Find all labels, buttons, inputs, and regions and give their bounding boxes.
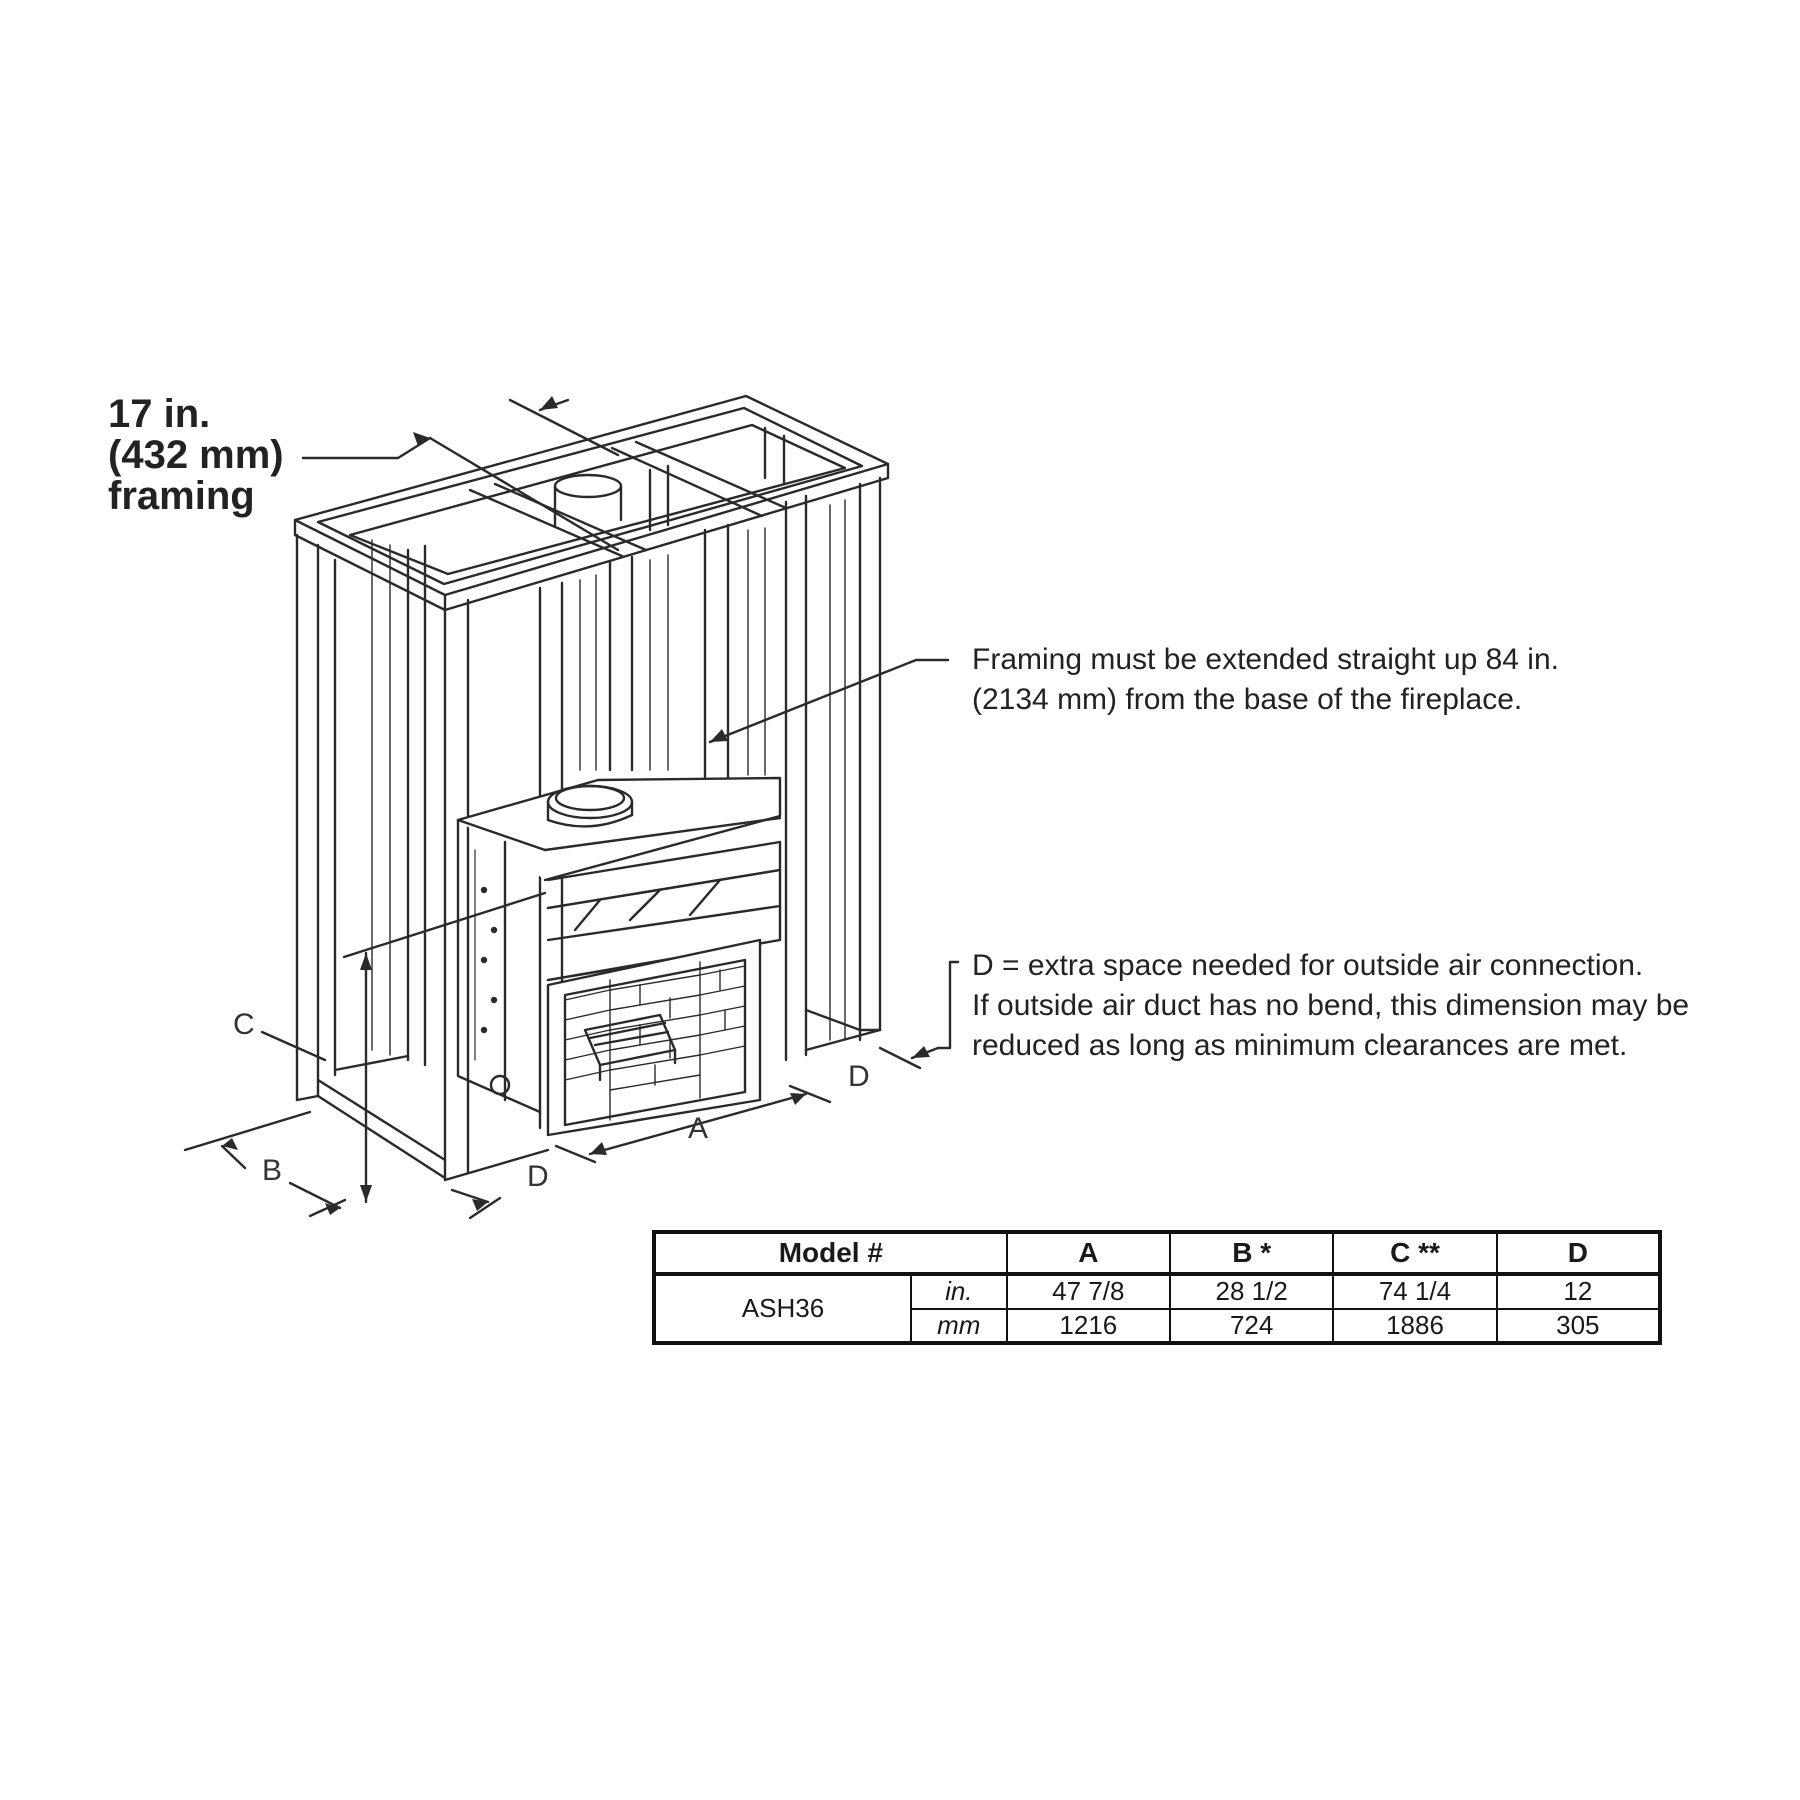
value-b-in: 28 1/2: [1170, 1274, 1333, 1309]
unit-inches: in.: [911, 1274, 1007, 1309]
outside-air-note: [972, 946, 1689, 1066]
framing-height-line-2: (2134 mm) from the base of the fireplace.: [972, 683, 1523, 716]
top-frame: [295, 396, 888, 610]
framing-height-note: [972, 640, 1559, 720]
framing-depth-callout: [108, 394, 284, 517]
value-d-in: 12: [1497, 1274, 1660, 1309]
dimension-spec-table: [652, 1230, 1662, 1345]
value-b-mm: 724: [1170, 1309, 1333, 1344]
dimension-label-b: B: [262, 1154, 283, 1187]
framing-depth-word: framing: [108, 474, 255, 518]
outside-air-line-2: If outside air duct has no bend, this dimension may be: [972, 989, 1690, 1022]
header-a: A: [1007, 1232, 1170, 1274]
outside-air-line-1: D = extra space needed for outside air connection.: [972, 949, 1644, 982]
dimension-label-a: A: [688, 1112, 709, 1145]
header-c: C **: [1333, 1232, 1496, 1274]
dimension-label-d-left: D: [527, 1160, 549, 1193]
table-row-inches: [654, 1274, 1660, 1309]
dimension-label-c: C: [233, 1008, 255, 1041]
outside-air-line-3: reduced as long as minimum clearances are met.: [972, 1029, 1628, 1062]
header-d: D: [1497, 1232, 1660, 1274]
model-cell: ASH36: [654, 1274, 911, 1343]
table-header-row: [654, 1232, 1660, 1274]
value-a-mm: 1216: [1007, 1309, 1170, 1344]
framing-depth-inches: 17 in.: [108, 392, 211, 436]
header-model: Model #: [654, 1232, 1007, 1274]
fireplace-unit: [458, 778, 780, 1135]
value-c-in: 74 1/4: [1333, 1274, 1496, 1309]
framing-height-line-1: Framing must be extended straight up 84 in.: [972, 643, 1559, 676]
value-d-mm: 305: [1497, 1309, 1660, 1344]
header-b: B *: [1170, 1232, 1333, 1274]
value-c-mm: 1886: [1333, 1309, 1496, 1344]
value-a-in: 47 7/8: [1007, 1274, 1170, 1309]
unit-mm: mm: [911, 1309, 1007, 1344]
framing-depth-mm: (432 mm): [108, 433, 284, 477]
dimension-label-d-right: D: [848, 1060, 870, 1093]
